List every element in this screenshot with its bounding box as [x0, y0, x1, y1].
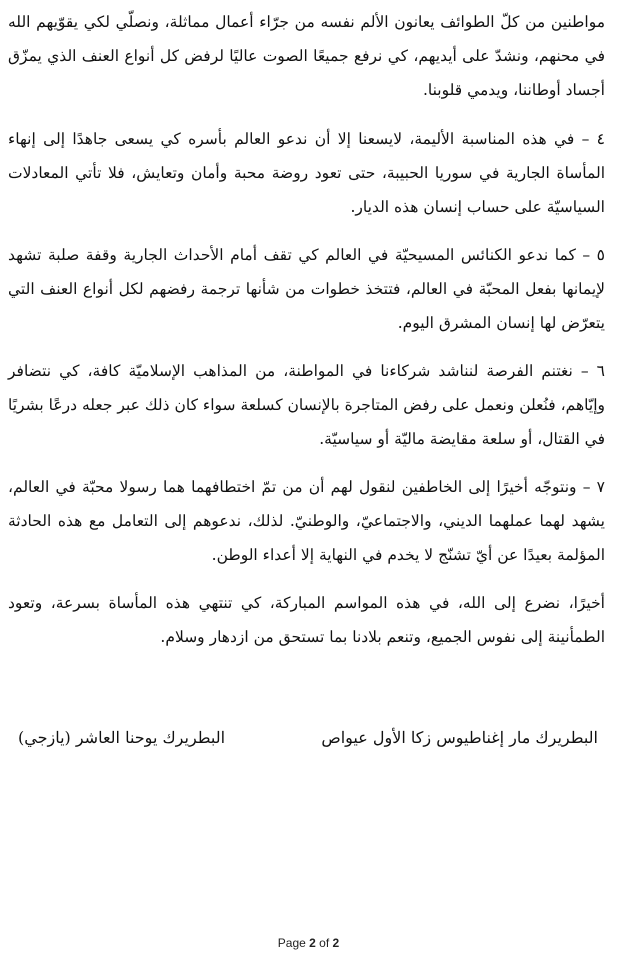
paragraph-point-7 — [8, 470, 605, 572]
paragraph-text: ٦ – نغتنم الفرصة لنناشد شركاءنا في المواطنة، من المذاهب الإسلاميّة كافة، كي نتضافر وإيّاهم، فنُعلن ونعمل على رفض المتاجرة بالإنسان كسلعة سواء كان ذلك عبر جعله درعًا بشريًا في القتال، أو سلعة مقايضة ماليّة أو سياسيّة. — [8, 362, 605, 448]
paragraph-text: أخيرًا، نضرع إلى الله، في هذه المواسم المباركة، كي تنتهي هذه المأساة بسرعة، وتعود الطمأنينة إلى نفوس الجميع، وتنعم بلادنا بما تستحق من ازدهار وسلام. — [8, 594, 605, 646]
total-page-count: 2 — [332, 936, 340, 950]
page-footer — [0, 936, 617, 950]
footer-prefix: Page — [277, 936, 310, 950]
paragraph-point-6 — [8, 354, 605, 456]
footer-separator: of — [315, 936, 333, 950]
paragraph-text: ٤ – في هذه المناسبة الأليمة، لايسعنا إلا أن ندعو العالم بأسره كي يسعى جاهدًا إلى إنهاء المأساة الجارية في سوريا الحبيبة، حتى تعود روضة محبة وأمان وتعايش، فلا تأتي المعادلات السياسيّة على حساب إنسان هذه الديار. — [8, 130, 605, 216]
paragraph-point-4 — [8, 122, 605, 224]
signature-patriarch-zakka: البطريرك مار إغناطيوس زكا الأول عيواص — [321, 728, 598, 747]
paragraph-text: ٧ – ونتوجّه أخيرًا إلى الخاطفين لنقول لهم أن من تمّ اختطافهما هما رسولا محبّة في العالم، يشهد لهما عملهما الديني، والاجتماعيّ، والوطنيّ. لذلك، ندعوهم إلى التعامل مع هذه الحادثة المؤلمة بعيدًا عن أيّ تشنّج لا يخدم في النهاية إلا أعداء الوطن. — [8, 478, 605, 564]
current-page-number: 2 — [309, 936, 316, 950]
paragraph-closing — [8, 586, 605, 654]
paragraph-point-5 — [8, 238, 605, 340]
signature-block — [18, 723, 598, 753]
signature-patriarch-yohanna: البطريرك يوحنا العاشر (يازجي) — [18, 728, 226, 747]
paragraph-text: ٥ – كما ندعو الكنائس المسيحيّة في العالم كي تقف أمام الأحداث الجارية وقفة صلبة تشهد لإيمانها بفعل المحبّة في العالم، فتتخذ خطوات من شأنها ترجمة رفضهم لكل أنواع العنف التي يتعرّض لها إنسان المشرق اليوم. — [8, 246, 605, 332]
paragraph-text: مواطنين من كلّ الطوائف يعانون الألم نفسه من جرّاء أعمال مماثلة، ونصلّي لكي يقوّيهم الله في محنهم، ونشدّ على أيديهم، كي نرفع جميعًا الصوت عاليًا لرفض كل أنواع العنف الذي يمزّق أجساد أوطاننا، ويدمي قلوبنا. — [8, 13, 605, 99]
paragraph-intro-continued — [8, 5, 605, 107]
